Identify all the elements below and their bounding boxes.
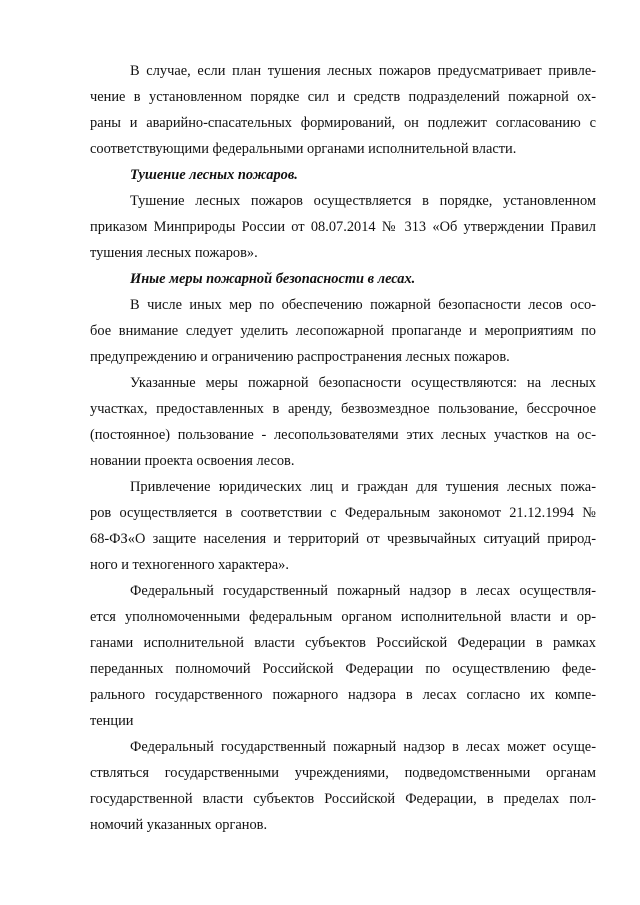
text-line: Федеральный государственный пожарный надзор в лесах осуществля- [130,583,596,599]
text-line: 68-ФЗ«О защите населения и территорий от чрезвычайных ситуаций природ- [90,531,596,547]
text-line: тенции [90,713,134,729]
section-heading: Тушение лесных пожаров. [130,167,298,183]
text-line: тушения лесных пожаров». [90,245,258,261]
text-line: чение в установленном порядке сил и средств подразделений пожарной ох- [90,89,596,105]
text-line: предупреждению и ограничению распространения лесных пожаров. [90,349,510,365]
section-heading: Иные меры пожарной безопасности в лесах. [130,271,416,287]
text-line: раны и аварийно-спасательных формирований, он подлежит согласованию с [90,115,596,131]
text-line: ров осуществляется в соответствии с Федеральным закономот 21.12.1994 № [90,505,596,521]
text-line: бое внимание следует уделить лесопожарной пропаганде и мероприятиям по [90,323,596,339]
text-line: государственной власти субъектов Российской Федерации, в пределах пол- [90,791,596,807]
text-line: участках, предоставленных в аренду, безвозмездное пользование, бессрочное [90,401,596,417]
text-line: новании проекта освоения лесов. [90,453,295,469]
text-line: В случае, если план тушения лесных пожаров предусматривает привле- [130,63,596,79]
text-line: Тушение лесных пожаров осуществляется в порядке, установленном [130,193,596,209]
text-line: переданных полномочий Российской Федерации по осуществлению феде- [90,661,596,677]
text-line: (постоянное) пользование - лесопользователями этих лесных участков на ос- [90,427,596,443]
text-line: номочий указанных органов. [90,817,268,833]
text-line: Привлечение юридических лиц и граждан для тушения лесных пожа- [130,479,596,495]
text-line: В числе иных мер по обеспечению пожарной безопасности лесов осо- [130,297,596,313]
text-line: ного и техногенного характера». [90,557,289,573]
text-line: соответствующими федеральными органами исполнительной власти. [90,141,517,157]
document-body [90,58,596,838]
text-line: рального государственного пожарного надзора в лесах согласно их компе- [90,687,596,703]
text-line: ганами исполнительной власти субъектов Российской Федерации в рамках [90,635,596,651]
text-line: Указанные меры пожарной безопасности осуществляются: на лесных [130,375,596,391]
text-line: ствляться государственными учреждениями, подведомственными органам [90,765,596,781]
text-line: Федеральный государственный пожарный надзор в лесах может осуще- [130,739,596,755]
text-line: приказом Минприроды России от 08.07.2014 № 313 «Об утверждении Правил [90,219,596,235]
text-line: ется уполномоченными федеральным органом исполнительной власти и ор- [90,609,596,625]
